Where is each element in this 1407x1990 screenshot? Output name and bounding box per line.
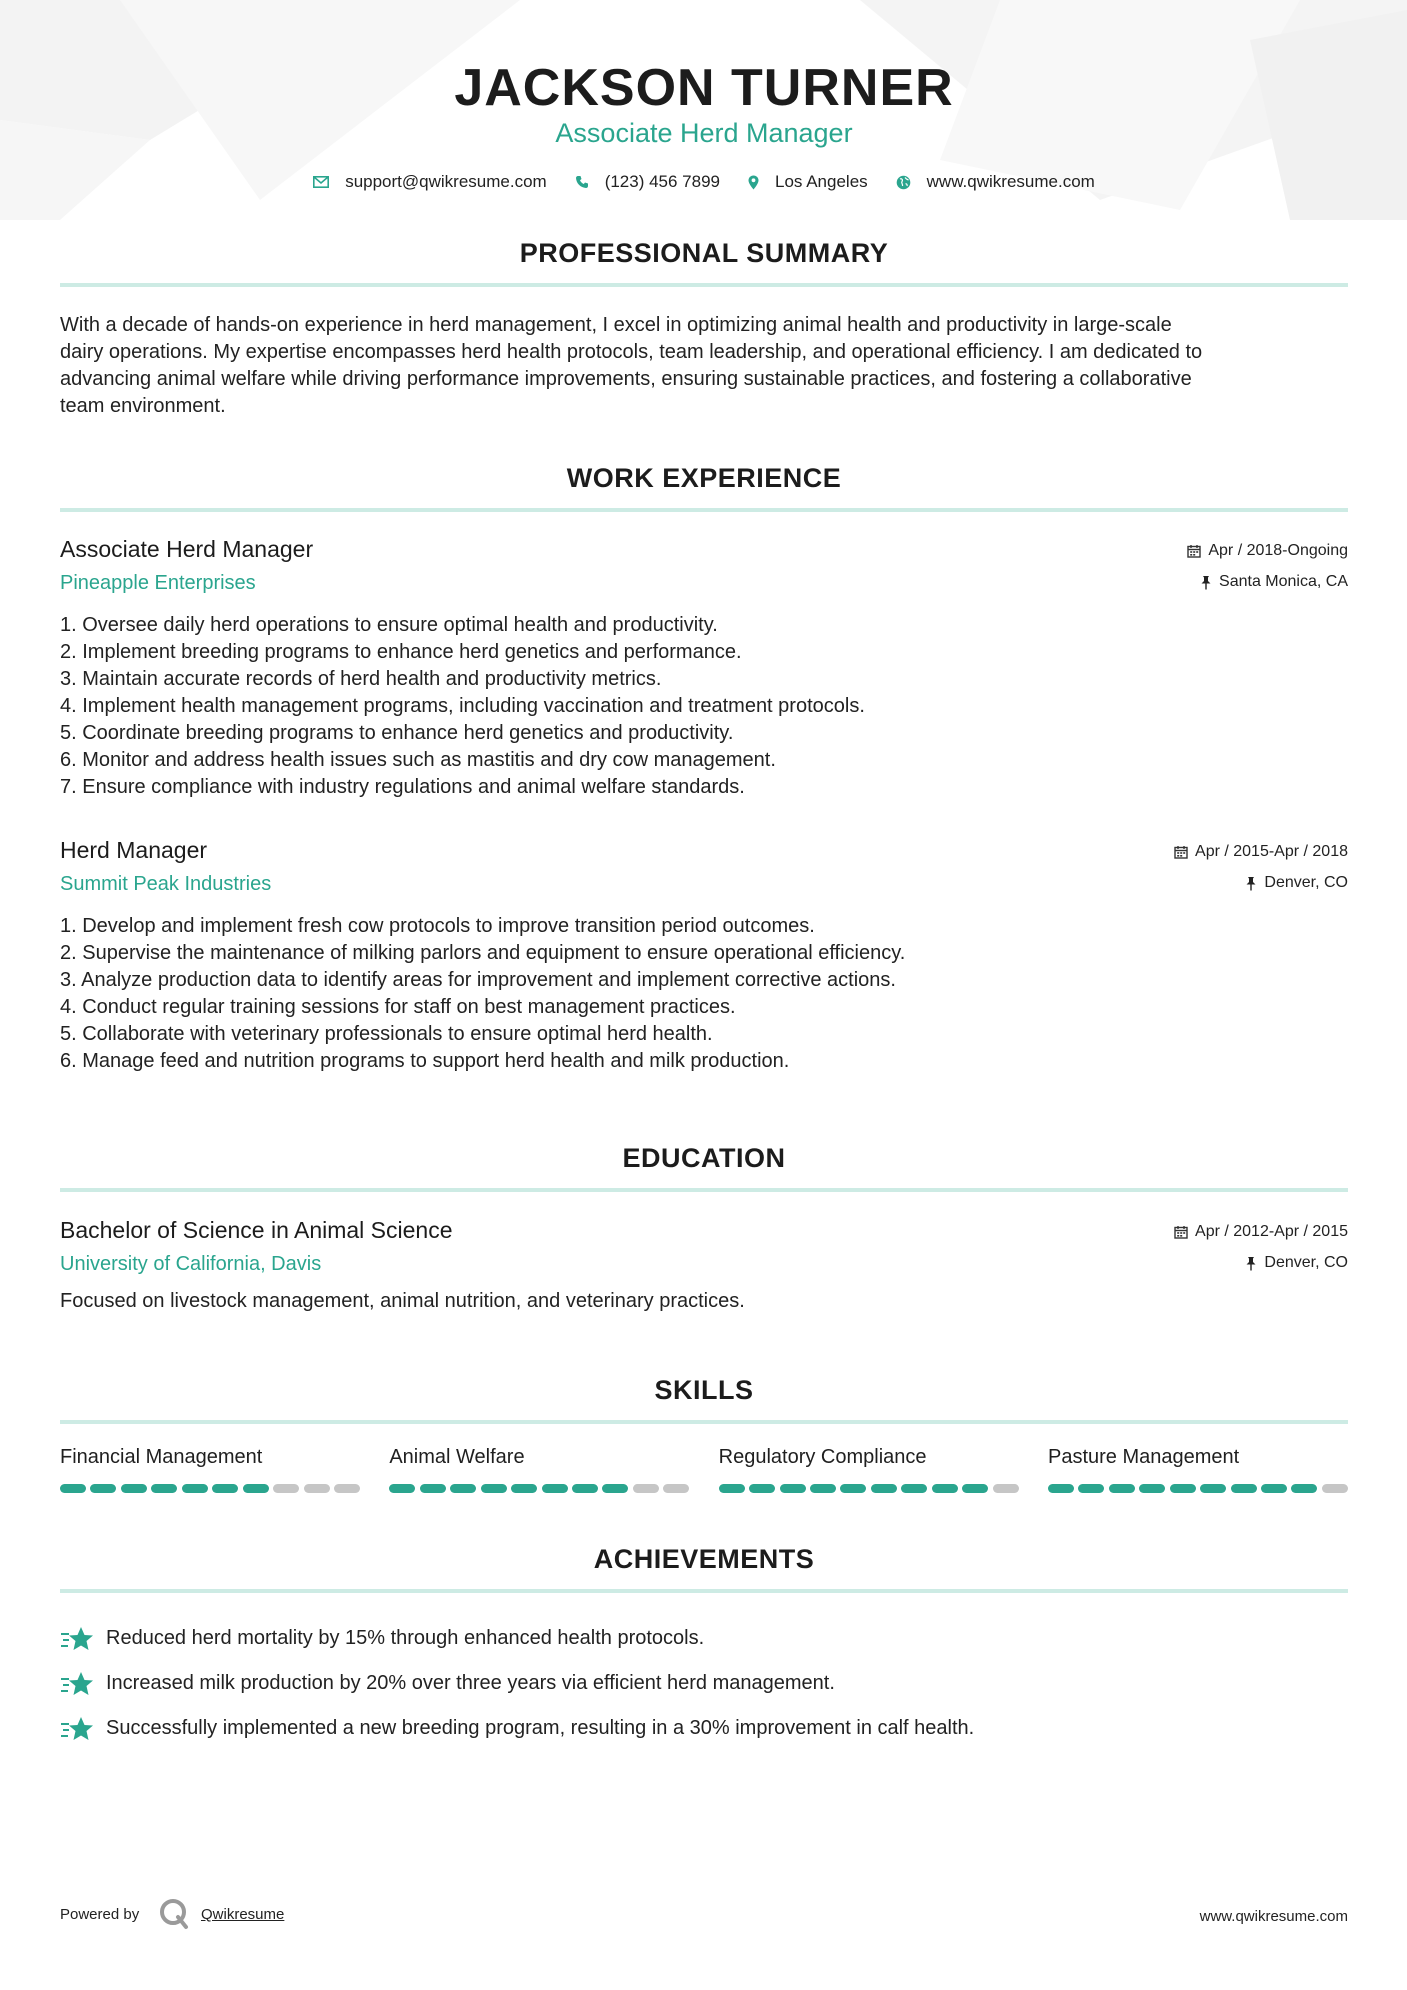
- summary-line: advancing animal welfare while driving performance improvements, ensuring sustainable practices, and fostering a collaborative: [60, 368, 1192, 390]
- skill-segment-filled: [572, 1484, 598, 1493]
- skill-segment-empty: [1322, 1484, 1348, 1493]
- skill-segment-filled: [121, 1484, 147, 1493]
- skill-segment-filled: [389, 1484, 415, 1493]
- skill-name: Regulatory Compliance: [718, 1446, 927, 1468]
- job-duties: [60, 913, 905, 1075]
- skill-name: Pasture Management: [1047, 1446, 1240, 1468]
- contact-email[interactable]: [313, 172, 547, 192]
- summary-text: [60, 312, 1348, 420]
- contact-phone[interactable]: [575, 172, 720, 192]
- skill-name: Financial Management: [60, 1446, 263, 1468]
- job-company: Summit Peak Industries: [60, 873, 272, 895]
- skill-level-bar: [389, 1484, 689, 1493]
- job-location-text: Santa Monica, CA: [1219, 573, 1348, 590]
- experience-heading: WORK EXPERIENCE: [566, 463, 842, 493]
- duty-item: 5. Collaborate with veterinary professionals to ensure optimal herd health.: [60, 1023, 713, 1045]
- skill-segment-filled: [840, 1484, 866, 1493]
- job-company: Pineapple Enterprises: [60, 572, 256, 594]
- education-heading: EDUCATION: [622, 1143, 786, 1173]
- experience-divider: [60, 508, 1348, 512]
- candidate-name: JACKSON TURNER: [454, 59, 954, 117]
- achievement-item: [60, 1661, 974, 1706]
- summary-line: dairy operations. My expertise encompasses herd health protocols, team leadership, and operational efficiency. I am dedicated to: [60, 341, 1203, 363]
- job-dates: [1174, 843, 1348, 861]
- skill-segment-filled: [1200, 1484, 1226, 1493]
- achievements-list: [60, 1616, 974, 1751]
- skill-segment-filled: [871, 1484, 897, 1493]
- skill-name: Animal Welfare: [389, 1446, 525, 1468]
- duty-item: 5. Coordinate breeding programs to enhance herd genetics and productivity.: [60, 722, 734, 744]
- skills-divider: [60, 1420, 1348, 1424]
- contact-bar: [60, 172, 1348, 192]
- skill-segment-empty: [304, 1484, 330, 1493]
- skill-item: [389, 1446, 689, 1493]
- phone-icon: [575, 175, 589, 189]
- pushpin-icon: [1200, 575, 1212, 590]
- location-text: Los Angeles: [775, 172, 868, 191]
- skill-level-bar: [60, 1484, 360, 1493]
- skill-segment-filled: [212, 1484, 238, 1493]
- skill-segment-filled: [1291, 1484, 1317, 1493]
- globe-icon: [896, 175, 911, 190]
- duty-item: 3. Maintain accurate records of herd health and productivity metrics.: [60, 668, 662, 690]
- email-text: support@qwikresume.com: [345, 172, 547, 191]
- duty-item: 1. Develop and implement fresh cow protocols to improve transition period outcomes.: [60, 915, 815, 937]
- skill-segment-filled: [932, 1484, 958, 1493]
- phone-text: (123) 456 7899: [604, 172, 721, 191]
- skill-segment-filled: [810, 1484, 836, 1493]
- contact-location: [748, 172, 868, 192]
- education-description: Focused on livestock management, animal nutrition, and veterinary practices.: [60, 1290, 745, 1312]
- duty-item: 1. Oversee daily herd operations to ensure optimal health and productivity.: [60, 614, 718, 636]
- skill-segment-filled: [1231, 1484, 1257, 1493]
- website-text: www.qwikresume.com: [926, 172, 1095, 191]
- skill-segment-filled: [1139, 1484, 1165, 1493]
- education-dates-text: Apr / 2012-Apr / 2015: [1195, 1223, 1348, 1240]
- skill-segment-filled: [511, 1484, 537, 1493]
- pushpin-icon: [1245, 1256, 1257, 1271]
- education-location-text: Denver, CO: [1264, 1254, 1348, 1271]
- skill-segment-filled: [780, 1484, 806, 1493]
- achievement-text: Successfully implemented a new breeding program, resulting in a 30% improvement in calf health.: [106, 1717, 975, 1739]
- skill-segment-filled: [1048, 1484, 1074, 1493]
- skill-item: [1048, 1446, 1348, 1493]
- job-duties: [60, 612, 865, 801]
- job-dates-text: Apr / 2018-Ongoing: [1208, 542, 1348, 559]
- skill-item: [719, 1446, 1019, 1493]
- skill-segment-filled: [420, 1484, 446, 1493]
- duty-item: 4. Conduct regular training sessions for staff on best management practices.: [60, 996, 736, 1018]
- duty-item: 2. Implement breeding programs to enhance herd genetics and performance.: [60, 641, 742, 663]
- calendar-icon: [1174, 1225, 1188, 1239]
- skill-segment-empty: [993, 1484, 1019, 1493]
- skill-segment-empty: [633, 1484, 659, 1493]
- skill-segment-empty: [663, 1484, 689, 1493]
- achievement-text: Increased milk production by 20% over three years via efficient herd management.: [106, 1672, 835, 1694]
- duty-item: 2. Supervise the maintenance of milking parlors and equipment to ensure operational efficiency.: [60, 942, 906, 964]
- skill-segment-filled: [60, 1484, 86, 1493]
- skill-segment-filled: [90, 1484, 116, 1493]
- skill-segment-filled: [450, 1484, 476, 1493]
- degree-title: Bachelor of Science in Animal Science: [60, 1217, 453, 1243]
- skill-segment-empty: [334, 1484, 360, 1493]
- job-dates-text: Apr / 2015-Apr / 2018: [1195, 843, 1348, 860]
- education-location: [1245, 1254, 1348, 1272]
- job-title: Associate Herd Manager: [60, 536, 314, 562]
- pushpin-icon: [1245, 876, 1257, 891]
- skill-item: [60, 1446, 360, 1493]
- achievement-item: [60, 1706, 974, 1751]
- qwikresume-link[interactable]: Qwikresume: [201, 1906, 285, 1923]
- duty-item: 6. Manage feed and nutrition programs to support herd health and milk production.: [60, 1050, 790, 1072]
- duty-item: 7. Ensure compliance with industry regulations and animal welfare standards.: [60, 776, 745, 798]
- skill-level-bar: [1048, 1484, 1348, 1493]
- footer: [60, 1898, 1348, 1938]
- education-divider: [60, 1188, 1348, 1192]
- job-location: [1245, 874, 1348, 892]
- skill-segment-filled: [542, 1484, 568, 1493]
- skill-segment-filled: [901, 1484, 927, 1493]
- skill-segment-filled: [1109, 1484, 1135, 1493]
- job-location-text: Denver, CO: [1264, 874, 1348, 891]
- duty-item: 3. Analyze production data to identify areas for improvement and implement corrective actions.: [60, 969, 896, 991]
- job-location: [1200, 573, 1348, 591]
- skill-segment-filled: [1261, 1484, 1287, 1493]
- footer-website-link[interactable]: www.qwikresume.com: [1199, 1908, 1348, 1925]
- skill-segment-filled: [481, 1484, 507, 1493]
- duty-item: 4. Implement health management programs, including vaccination and treatment protocols.: [60, 695, 865, 717]
- skill-segment-filled: [151, 1484, 177, 1493]
- skill-segment-filled: [602, 1484, 628, 1493]
- achievements-heading: ACHIEVEMENTS: [593, 1544, 815, 1574]
- skill-segment-filled: [962, 1484, 988, 1493]
- powered-by-label: Powered by: [60, 1906, 140, 1923]
- skill-level-bar: [719, 1484, 1019, 1493]
- summary-line: With a decade of hands-on experience in herd management, I excel in optimizing animal health and productivity in large-scale: [60, 314, 1172, 336]
- achievement-text: Reduced herd mortality by 15% through enhanced health protocols.: [106, 1627, 705, 1649]
- skill-segment-filled: [243, 1484, 269, 1493]
- skills-list: [60, 1446, 1348, 1493]
- achievements-divider: [60, 1589, 1348, 1593]
- skill-segment-filled: [749, 1484, 775, 1493]
- star-icon: [60, 1715, 94, 1743]
- education-dates: [1174, 1223, 1348, 1241]
- calendar-icon: [1187, 544, 1201, 558]
- skill-segment-filled: [1078, 1484, 1104, 1493]
- contact-website[interactable]: [896, 172, 1095, 192]
- summary-heading: PROFESSIONAL SUMMARY: [519, 238, 889, 268]
- achievement-item: [60, 1616, 974, 1661]
- job-dates: [1187, 542, 1348, 560]
- candidate-role: Associate Herd Manager: [555, 118, 853, 148]
- skill-segment-filled: [1170, 1484, 1196, 1493]
- summary-line: team environment.: [60, 395, 226, 417]
- duty-item: 6. Monitor and address health issues such as mastitis and dry cow management.: [60, 749, 776, 771]
- star-icon: [60, 1625, 94, 1653]
- map-pin-icon: [748, 175, 759, 190]
- skill-segment-empty: [273, 1484, 299, 1493]
- qwikresume-logo-icon: [159, 1898, 189, 1930]
- envelope-icon: [313, 176, 329, 188]
- star-icon: [60, 1670, 94, 1698]
- school-name: University of California, Davis: [60, 1253, 322, 1275]
- calendar-icon: [1174, 845, 1188, 859]
- summary-divider: [60, 283, 1348, 287]
- skills-heading: SKILLS: [654, 1375, 754, 1405]
- job-title: Herd Manager: [60, 837, 208, 863]
- skill-segment-filled: [182, 1484, 208, 1493]
- skill-segment-filled: [719, 1484, 745, 1493]
